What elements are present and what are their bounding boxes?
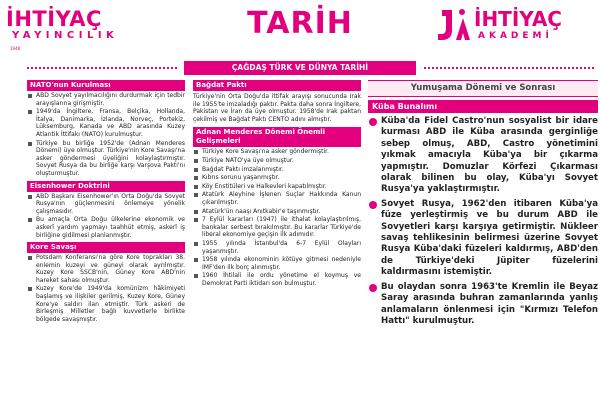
bullet-icon bbox=[28, 142, 32, 146]
column-2 bbox=[193, 80, 361, 287]
bullet-icon bbox=[194, 168, 198, 172]
list-item: Potsdam Konferansı'na göre Kore toprakları 38. enlemin kuzeyi ve güneyi olarak ayrılmıştır. Kuzey Kore SSCB'nin, Güney Kore ABD'nin hareket sahası olmuştur. bbox=[27, 254, 185, 284]
list-item: Sovyet Rusya, 1962'den itibaren Küba'ya füze yerleştirmiş ve bu durum ABD ile Sovyetleri karşı karşıya getirmiştir. Nükleer savaş tehlikesinin belirmesi üzerine Sovyet Rusya Küba'daki füzeleri kaldırmış, ABD'den de Türkiye'deki Jüpiter füzelerini kaldırmasını istemiştir. bbox=[368, 199, 598, 279]
bullet-icon bbox=[194, 218, 198, 222]
bullet-icon bbox=[194, 193, 198, 197]
list-item: 7 Eylül kararları (1947) ile ithalat kolaylaştırılmış, bankalar serbest bırakılmıştır. Bu kararlar Türkiye'de liberal ekonomiye geçişin ilk adımıdır. bbox=[193, 216, 361, 239]
logo-right-sub: AKADEMİ bbox=[478, 31, 553, 41]
bullet-icon bbox=[194, 185, 198, 189]
logo-left-sub: YAYINCILIK bbox=[12, 30, 119, 41]
bullet-icon bbox=[28, 287, 32, 291]
bullet-icon bbox=[28, 256, 32, 260]
logo-left-brand: İHTİYAÇ bbox=[6, 7, 102, 31]
bullet-icon bbox=[28, 110, 32, 114]
list-item: Türkiye bu birliğe 1952'de (Adnan Menderes Dönemi) üye olmuştur. Türkiye'nin Kore Savaşı'na asker göndermesi üyeliğini kolaylaştırmıştır. Sovyet Rusya da bu birliğe karşı Varşova Paktı'nı oluşturmuştur. bbox=[27, 140, 185, 178]
logo-right bbox=[436, 6, 596, 48]
logo-right-brand: İHTİYAÇ bbox=[474, 7, 562, 31]
bullet-icon bbox=[369, 284, 377, 292]
section-heading: Adnan Menderes Dönemi Önemli Gelişmeleri bbox=[193, 127, 361, 147]
bullet-icon bbox=[194, 176, 198, 180]
list-item: ABD Sovyet yayılmacılığını durdurmak için tedbir arayışlarına girişmiştir. bbox=[27, 92, 185, 107]
bullet-icon bbox=[28, 195, 32, 199]
section-heading: Kore Savaşı bbox=[27, 242, 185, 253]
list-item: Atatürk Aleyhine İşlenen Suçlar Hakkında Kanun çıkarılmıştır. bbox=[193, 191, 361, 206]
list-item: ABD Başkanı Eisenhower'ın Orta Doğu'da Sovyet Rusya'nın güçlenmesini önlemeye yönelik çalışmasıdır. bbox=[27, 193, 185, 216]
section-heading: NATO'nun Kurulması bbox=[27, 80, 185, 91]
bullet-icon bbox=[369, 201, 377, 209]
bullet-icon bbox=[28, 218, 32, 222]
section-heading: Bağdat Paktı bbox=[193, 80, 361, 91]
column-1 bbox=[27, 80, 185, 323]
list-item: Bağdat Paktı imzalanmıştır. bbox=[193, 166, 361, 174]
bullet-icon bbox=[194, 159, 198, 163]
bullet-icon bbox=[369, 118, 377, 126]
column-title: Yumuşama Dönemi ve Sonrası bbox=[368, 80, 598, 97]
akademi-mark-icon bbox=[436, 6, 472, 46]
list-item: 1958 yılında ekonominin kötüye gitmesi nedeniyle IMF'den ilk borç alınmıştır. bbox=[193, 256, 361, 271]
list-item: Atatürk'ün naaşı Anıtkabir'e taşınmıştır. bbox=[193, 208, 361, 216]
header bbox=[0, 0, 600, 50]
logo-left-tiny: 1948 bbox=[10, 46, 21, 51]
list-item: Türkiye NATO'ya üye olmuştur. bbox=[193, 157, 361, 165]
list-item: Küba'da Fidel Castro'nun sosyalist bir idare kurması ABD ile Küba arasında gerginliğe sebep olmuş, ABD, Castro yönetimini yıkmak amacıyla Küba'ya bir çıkarma yapmıştır. Domuzlar Körfezi Çıkarması olarak bilinen bu olay, Küba'yı Sovyet Rusya'ya yaklaştırmıştır. bbox=[368, 116, 598, 196]
bullet-icon bbox=[194, 274, 198, 278]
list-item: Bu olaydan sonra 1963'te Kremlin ile Beyaz Saray arasında buhran zamanlarında yanlış anlamaların önlenmesi için "Kırmızı Telefon Hattı" kurulmuştur. bbox=[368, 282, 598, 328]
list-item: Kıbrıs sorunu yaşanmıştır. bbox=[193, 174, 361, 182]
section-banner: ÇAĞDAŞ TÜRK VE DÜNYA TARİHİ bbox=[184, 61, 416, 75]
bullet-icon bbox=[194, 258, 198, 262]
list-item: 1960 İhtilali ile ordu yönetime el koymuş ve Demokrat Parti iktidarı son bulmuştur. bbox=[193, 272, 361, 287]
bullet-icon bbox=[194, 242, 198, 246]
bullet-icon bbox=[194, 210, 198, 214]
section-heading: Küba Bunalımı bbox=[368, 100, 598, 113]
section-heading: Eisenhower Doktrini bbox=[27, 181, 185, 192]
page-title: TARİH bbox=[247, 6, 353, 41]
list-item: Türkiye Kore Savaşı'na asker göndermiştir. bbox=[193, 148, 361, 156]
list-item: 1949'da İngiltere, Fransa, Belçika, Hollanda, İtalya, Danimarka, İzlanda, Norveç, Portekiz, Lüksemburg, Kanada ve ABD arasında Kuzey Atlantik İttifakı (NATO) kurulmuştur. bbox=[27, 108, 185, 138]
banner-dots-left bbox=[27, 67, 177, 69]
banner-dots-right bbox=[424, 67, 594, 69]
bullet-icon bbox=[194, 150, 198, 154]
list-item: Kuzey Kore'de 1949'da komünizm hâkimiyeti başlamış ve ilişkiler gerilmiş, Kuzey Kore, Güney Kore'ye saldırı ilan etmiştir. Türk askeri de Birleşmiş Milletler bağlı kuvvetlerle birlikte bölgede savaşmıştır. bbox=[27, 285, 185, 323]
list-item: 1955 yılında İstanbul'da 6-7 Eylül Olayları yaşanmıştır. bbox=[193, 240, 361, 255]
paragraph: Türkiye'nin Orta Doğu'da ittifak arayışı sonucunda Irak ile 1955'te imzaladığı paktır. Pakta daha sonra İngiltere, Pakistan ve İran da üye olmuştur. 1958'de Irak paktan çekilmiş ve Bağdat Paktı CENTO adını almıştır. bbox=[193, 93, 361, 123]
bullet-icon bbox=[28, 94, 32, 98]
column-3 bbox=[368, 80, 598, 327]
list-item: Köy Enstitüleri ve Halkevleri kapatılmıştır. bbox=[193, 183, 361, 191]
list-item: Bu amaçla Orta Doğu ülkelerine ekonomik ve askerî yardım yapmayı taahhüt etmiş, askerî iş birliğine gidilmesi planlanmıştır. bbox=[27, 216, 185, 239]
